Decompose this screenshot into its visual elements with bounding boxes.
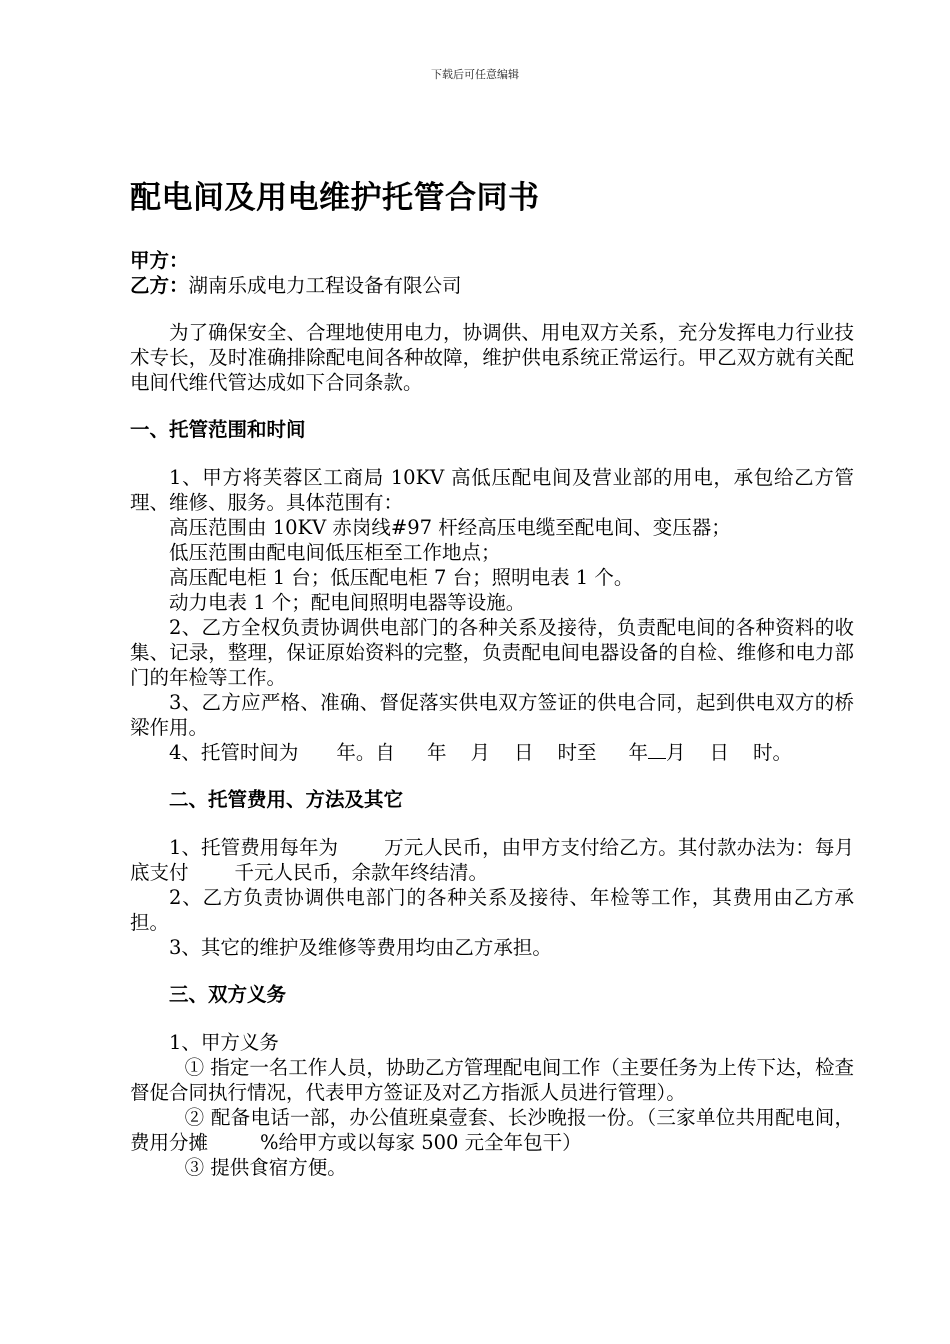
section-1-heading: 一、托管范围和时间 (130, 418, 306, 441)
section-2-item-1 (130, 835, 854, 885)
section-1-item-3: 3、乙方应严格、准确、督促落实供电双方签证的供电合同，起到供电双方的桥梁作用。 (130, 691, 854, 739)
scope-line-low-voltage: 低压范围由配电间低压柜至工作地点； (169, 541, 501, 564)
section-1-item-2: 2、乙方全权负责协调供电部门的各种关系及接待，负责配电间的各种资料的收集、记录，整理，保证原始资料的完整，负责配电间电器设备的自检、维修和电力部门的年检等工作。 (130, 616, 854, 689)
end-month-blank (648, 757, 666, 759)
start-month: 月 (470, 741, 490, 764)
scope-line-meters: 动力电表 1 个；配电间照明电器等设施。 (169, 591, 526, 614)
section-1-item-4 (130, 740, 854, 765)
end-day: 日 (709, 741, 730, 764)
fee-label: 1、托管费用每年为 (169, 836, 339, 859)
party-b (130, 273, 854, 298)
end-year: 年 (628, 741, 649, 764)
term-label: 4、托管时间为 (169, 741, 299, 764)
party-a (130, 248, 854, 273)
start-day: 日 (513, 741, 534, 764)
term-year-unit: 年。自 (336, 741, 395, 764)
end-hour: 时。 (753, 741, 793, 764)
fee-monthly: 千元人民币，余款年终结清。 (234, 861, 489, 884)
party-a-duty-2 (130, 1105, 854, 1155)
end-month: 月 (666, 741, 686, 764)
section-2-heading: 二、托管费用、方法及其它 (169, 788, 404, 811)
section-3-heading: 三、双方义务 (169, 983, 287, 1006)
scope-line-cabinets: 高压配电柜 1 台；低压配电柜 7 台；照明电表 1 个。 (169, 566, 634, 589)
party-b-value: 湖南乐成电力工程设备有限公司 (188, 274, 462, 297)
fee-payment-method: 万元人民币，由甲方支付给乙方。其付款办法为：每月底支付 (130, 836, 854, 884)
intro-paragraph: 为了确保安全、合理地使用电力，协调供、用电双方关系，充分发挥电力行业技术专长，及时准确排除配电间各种故障，维护供电系统正常运行。甲乙双方就有关配电间代维代管达成如下合同条款。 (130, 321, 854, 394)
party-a-duty-3: ③ 提供食宿方便。 (184, 1156, 347, 1179)
party-a-duty-1: ① 指定一名工作人员，协助乙方管理配电间工作（主要任务为上传下达，检查督促合同执行情况，代表甲方签证及对乙方指派人员进行管理）。 (130, 1056, 854, 1104)
duty-2-share: %给甲方或以每家 500 元全年包干） (260, 1131, 582, 1154)
scope-line-high-voltage: 高压范围由 10KV 赤岗线#97 杆经高压电缆至配电间、变压器； (169, 516, 731, 539)
document-title: 配电间及用电维护托管合同书 (130, 180, 540, 216)
document-body (130, 176, 854, 1180)
start-year: 年 (426, 741, 447, 764)
party-b-label: 乙方： (130, 274, 189, 297)
header-note: 下载后可任意编辑 (431, 68, 519, 81)
start-hour: 时至 (557, 741, 597, 764)
section-1-item-1: 1、甲方将芙蓉区工商局 10KV 高低压配电间及营业部的用电，承包给乙方管理、维修、服务。具体范围有： (130, 466, 854, 514)
section-2-item-2: 2、乙方负责协调供电部门的各种关系及接待、年检等工作，其费用由乙方承担。 (130, 886, 854, 934)
party-a-label: 甲方： (130, 249, 189, 272)
section-2-item-3: 3、其它的维护及维修等费用均由乙方承担。 (169, 936, 552, 959)
duty-2-text: ② 配备电话一部，办公值班桌壹套、长沙晚报一份。（三家单位共用配电间，费用分摊 (130, 1106, 854, 1154)
section-3-sub-1: 1、甲方义务 (169, 1031, 279, 1054)
